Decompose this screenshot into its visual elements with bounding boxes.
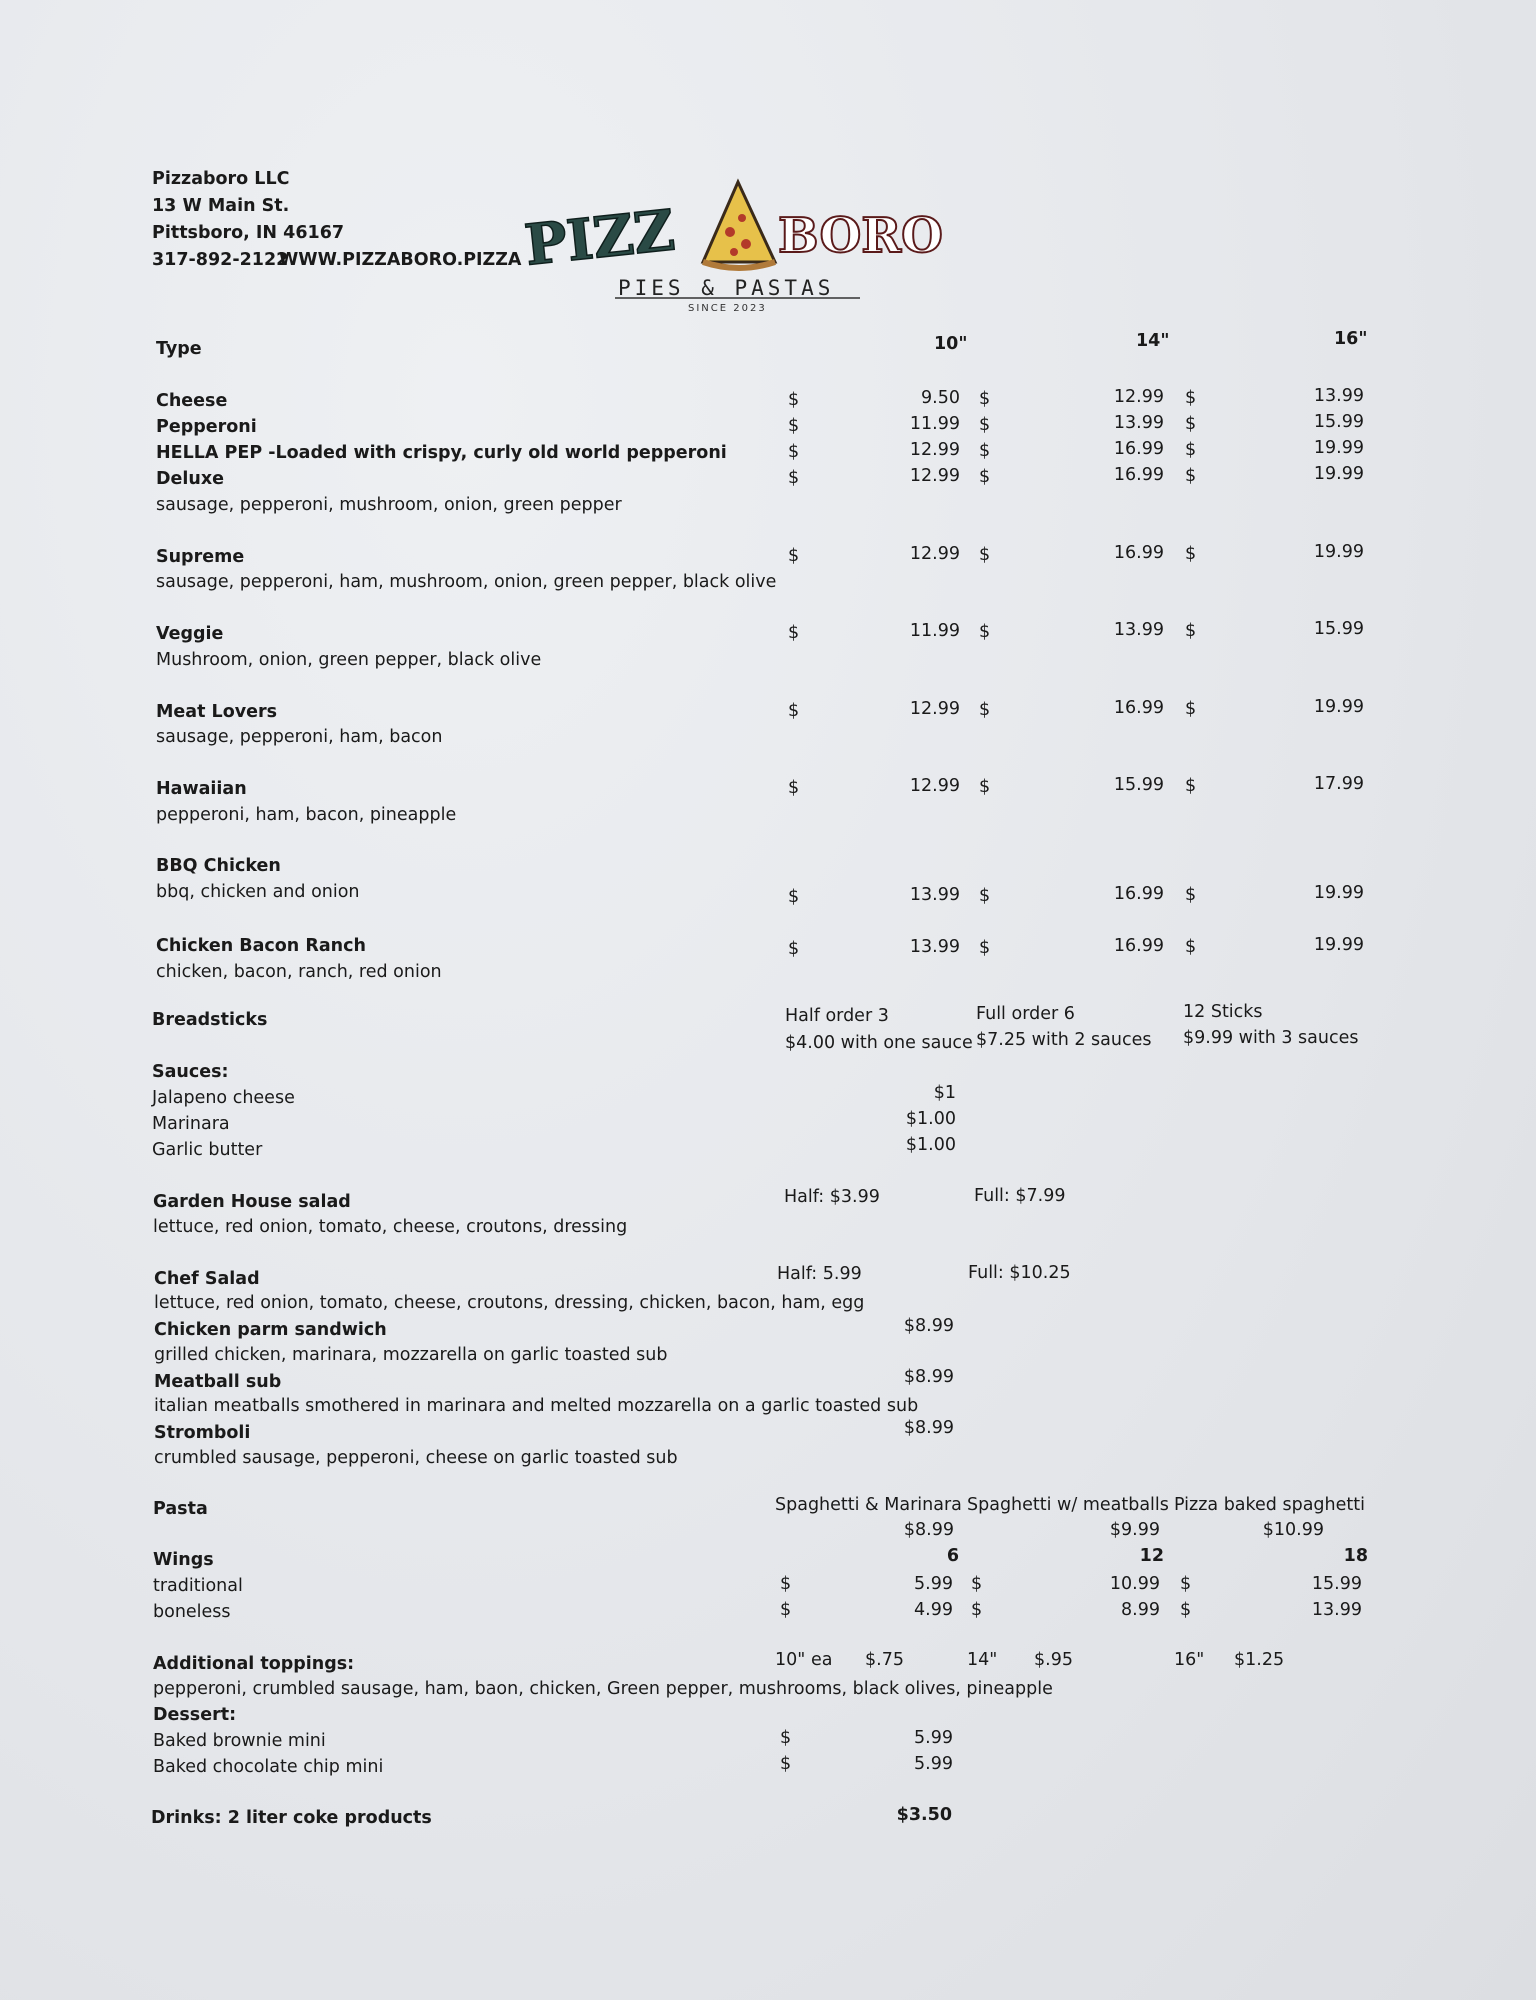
pizza-price: 12.99 xyxy=(909,466,960,486)
currency-sign: $ xyxy=(788,701,800,721)
currency-sign: $ xyxy=(788,442,800,462)
pizza-name: HELLA PEP -Loaded with crispy, curly old world pepperoni xyxy=(156,443,727,463)
pasta-price: $8.99 xyxy=(903,1520,954,1540)
size-header-16: 16" xyxy=(1334,329,1368,349)
pizza-price: 16.99 xyxy=(1113,465,1164,485)
salad-name: Garden House salad xyxy=(153,1192,351,1212)
pizza-price: 11.99 xyxy=(909,414,960,434)
pizza-desc: sausage, pepperoni, mushroom, onion, green pepper xyxy=(156,495,622,515)
salad-half-price: Half: $3.99 xyxy=(784,1187,880,1207)
logo-word-left: PIZZ xyxy=(521,197,678,279)
wings-count-12: 12 xyxy=(1139,1546,1164,1566)
dessert-price: 5.99 xyxy=(914,1754,953,1774)
pizza-desc: bbq, chicken and onion xyxy=(156,882,360,902)
salad-half-price: Half: 5.99 xyxy=(777,1264,862,1284)
wings-title: Wings xyxy=(153,1550,214,1570)
wings-count-18: 18 xyxy=(1343,1546,1368,1566)
breadsticks-title: Breadsticks xyxy=(152,1010,268,1030)
toppings-ea: ea xyxy=(811,1650,833,1670)
pizza-name: BBQ Chicken xyxy=(156,856,281,876)
currency-sign: $ xyxy=(788,468,800,488)
pizza-price: 13.99 xyxy=(1113,620,1164,640)
currency-sign: $ xyxy=(1185,466,1197,486)
size-header-14: 14" xyxy=(1136,331,1170,351)
salad-desc: lettuce, red onion, tomato, cheese, croutons, dressing xyxy=(153,1217,628,1237)
pizza-name: Chicken Bacon Ranch xyxy=(156,936,366,956)
pizza-price: 12.99 xyxy=(909,544,960,564)
currency-sign: $ xyxy=(780,1574,792,1594)
pizza-name: Meat Lovers xyxy=(156,702,278,722)
pizza-price: 19.99 xyxy=(1313,438,1364,458)
toppings-price-14: $.95 xyxy=(1034,1650,1073,1670)
currency-sign: $ xyxy=(971,1600,983,1620)
pizza-price: 15.99 xyxy=(1113,775,1164,795)
toppings-list: pepperoni, crumbled sausage, ham, baon, chicken, Green pepper, mushrooms, black olives, pineapple xyxy=(153,1679,1053,1699)
wing-type: traditional xyxy=(153,1576,243,1596)
sauce-name: Garlic butter xyxy=(152,1140,263,1160)
currency-sign: $ xyxy=(788,887,800,907)
toppings-price-10: $.75 xyxy=(865,1650,904,1670)
pizza-price: 16.99 xyxy=(1113,936,1164,956)
street-address: 13 W Main St. xyxy=(152,196,290,216)
pizza-name: Deluxe xyxy=(156,469,225,489)
pizza-price: 19.99 xyxy=(1313,697,1364,717)
pizza-desc: sausage, pepperoni, ham, mushroom, onion, green pepper, black olive xyxy=(156,572,777,592)
currency-sign: $ xyxy=(1185,776,1197,796)
pizza-price: 16.99 xyxy=(1113,543,1164,563)
pizza-price: 12.99 xyxy=(909,699,960,719)
pizza-price: 12.99 xyxy=(909,776,960,796)
currency-sign: $ xyxy=(1185,388,1197,408)
salad-full-price: Full: $7.99 xyxy=(974,1186,1066,1206)
sauce-price: $1.00 xyxy=(905,1109,956,1129)
currency-sign: $ xyxy=(1185,885,1197,905)
pizza-name: Pepperoni xyxy=(156,417,257,437)
currency-sign: $ xyxy=(979,938,991,958)
currency-sign: $ xyxy=(971,1574,983,1594)
wing-price: 5.99 xyxy=(914,1574,953,1594)
breadsticks-full-title: Full order 6 xyxy=(976,1004,1075,1024)
pizza-desc: sausage, pepperoni, ham, bacon xyxy=(156,727,443,747)
wing-price: 15.99 xyxy=(1311,1574,1362,1594)
salad-full-price: Full: $10.25 xyxy=(968,1263,1071,1283)
pizza-price: 13.99 xyxy=(1313,386,1364,406)
pizza-price: 11.99 xyxy=(909,621,960,641)
currency-sign: $ xyxy=(780,1728,792,1748)
currency-sign: $ xyxy=(780,1754,792,1774)
pizza-price: 15.99 xyxy=(1313,412,1364,432)
breadsticks-12-detail: $9.99 with 3 sauces xyxy=(1183,1028,1359,1048)
pizzaboro-logo xyxy=(520,170,960,320)
breadsticks-half-title: Half order 3 xyxy=(785,1006,889,1026)
currency-sign: $ xyxy=(979,700,991,720)
currency-sign: $ xyxy=(788,546,800,566)
pasta-option: Spaghetti w/ meatballs xyxy=(967,1495,1169,1515)
currency-sign: $ xyxy=(979,389,991,409)
city-address: Pittsboro, IN 46167 xyxy=(152,223,345,243)
currency-sign: $ xyxy=(979,886,991,906)
pizza-price: 17.99 xyxy=(1313,774,1364,794)
pizza-desc: chicken, bacon, ranch, red onion xyxy=(156,962,442,982)
salad-desc: lettuce, red onion, tomato, cheese, croutons, dressing, chicken, bacon, ham, egg xyxy=(154,1293,865,1313)
currency-sign: $ xyxy=(979,467,991,487)
sub-desc: crumbled sausage, pepperoni, cheese on garlic toasted sub xyxy=(154,1448,678,1468)
pizza-price: 12.99 xyxy=(1113,387,1164,407)
currency-sign: $ xyxy=(788,390,800,410)
pasta-price: $10.99 xyxy=(1262,1520,1324,1540)
pizza-name: Cheese xyxy=(156,391,228,411)
pizza-price: 15.99 xyxy=(1313,619,1364,639)
currency-sign: $ xyxy=(1185,414,1197,434)
logo-tagline: PIES & PASTAS xyxy=(618,276,835,300)
currency-sign: $ xyxy=(788,623,800,643)
breadsticks-12-title: 12 Sticks xyxy=(1183,1002,1263,1022)
pizza-price: 16.99 xyxy=(1113,698,1164,718)
pasta-option: Pizza baked spaghetti xyxy=(1174,1495,1365,1515)
currency-sign: $ xyxy=(979,415,991,435)
drinks-price: $3.50 xyxy=(896,1805,952,1825)
currency-sign: $ xyxy=(1185,699,1197,719)
dessert-name: Baked chocolate chip mini xyxy=(153,1757,384,1777)
pizza-price: 12.99 xyxy=(909,440,960,460)
pizza-price: 19.99 xyxy=(1313,935,1364,955)
type-header: Type xyxy=(156,339,202,359)
pizza-price: 16.99 xyxy=(1113,439,1164,459)
pizza-price: 19.99 xyxy=(1313,464,1364,484)
sub-desc: italian meatballs smothered in marinara and melted mozzarella on a garlic toasted sub xyxy=(154,1396,919,1416)
pizza-price: 13.99 xyxy=(909,937,960,957)
pizza-name: Supreme xyxy=(156,547,245,567)
sauce-name: Jalapeno cheese xyxy=(152,1088,295,1108)
pizza-price: 13.99 xyxy=(909,885,960,905)
pizza-price: 9.50 xyxy=(921,388,960,408)
pizza-price: 19.99 xyxy=(1313,883,1364,903)
sub-price: $8.99 xyxy=(903,1418,954,1438)
currency-sign: $ xyxy=(1185,440,1197,460)
pizza-desc: Mushroom, onion, green pepper, black olive xyxy=(156,650,542,670)
toppings-size-14: 14" xyxy=(967,1650,998,1670)
toppings-title: Additional toppings: xyxy=(153,1654,355,1674)
currency-sign: $ xyxy=(979,545,991,565)
wing-price: 10.99 xyxy=(1109,1574,1160,1594)
currency-sign: $ xyxy=(788,778,800,798)
sauce-price: $1.00 xyxy=(905,1135,956,1155)
business-name: Pizzaboro LLC xyxy=(152,169,290,189)
currency-sign: $ xyxy=(979,622,991,642)
pasta-price: $9.99 xyxy=(1109,1520,1160,1540)
sub-name: Meatball sub xyxy=(154,1372,282,1392)
toppings-size-16: 16" xyxy=(1174,1650,1205,1670)
currency-sign: $ xyxy=(1185,937,1197,957)
currency-sign: $ xyxy=(788,939,800,959)
currency-sign: $ xyxy=(1185,544,1197,564)
sauces-title: Sauces: xyxy=(152,1062,229,1082)
size-header-10: 10" xyxy=(934,334,968,354)
currency-sign: $ xyxy=(788,416,800,436)
sub-price: $8.99 xyxy=(903,1367,954,1387)
logo-since: SINCE 2023 xyxy=(688,303,767,314)
currency-sign: $ xyxy=(780,1600,792,1620)
currency-sign: $ xyxy=(1185,621,1197,641)
dessert-name: Baked brownie mini xyxy=(153,1731,326,1751)
pasta-title: Pasta xyxy=(153,1499,208,1519)
toppings-price-16: $1.25 xyxy=(1234,1650,1285,1670)
pizza-name: Hawaiian xyxy=(156,779,247,799)
toppings-size-10: 10" xyxy=(775,1650,806,1670)
pizza-desc: pepperoni, ham, bacon, pineapple xyxy=(156,805,457,825)
dessert-price: 5.99 xyxy=(914,1728,953,1748)
phone-number: 317-892-2122 xyxy=(152,250,289,270)
currency-sign: $ xyxy=(979,777,991,797)
sub-desc: grilled chicken, marinara, mozzarella on garlic toasted sub xyxy=(154,1345,668,1365)
pizza-slice-icon xyxy=(703,182,775,262)
breadsticks-half-detail: $4.00 with one sauce xyxy=(785,1033,973,1053)
wing-type: boneless xyxy=(153,1602,231,1622)
currency-sign: $ xyxy=(1180,1600,1192,1620)
pizza-price: 19.99 xyxy=(1313,542,1364,562)
breadsticks-full-detail: $7.25 with 2 sauces xyxy=(976,1030,1152,1050)
website-link[interactable]: WWW.PIZZABORO.PIZZA xyxy=(279,250,522,270)
dessert-title: Dessert: xyxy=(153,1705,237,1725)
wing-price: 13.99 xyxy=(1311,1600,1362,1620)
drinks-name: Drinks: 2 liter coke products xyxy=(151,1808,432,1828)
wings-count-6: 6 xyxy=(946,1546,959,1566)
salad-name: Chef Salad xyxy=(154,1269,260,1289)
sub-name: Chicken parm sandwich xyxy=(154,1320,387,1340)
wing-price: 4.99 xyxy=(914,1600,953,1620)
sauce-price: $1 xyxy=(933,1083,956,1103)
logo-word-right: BORO xyxy=(778,208,943,264)
pasta-option: Spaghetti & Marinara xyxy=(775,1495,962,1515)
currency-sign: $ xyxy=(979,441,991,461)
sub-price: $8.99 xyxy=(903,1316,954,1336)
pizza-price: 13.99 xyxy=(1113,413,1164,433)
pizza-price: 16.99 xyxy=(1113,884,1164,904)
sub-name: Stromboli xyxy=(154,1423,251,1443)
currency-sign: $ xyxy=(1180,1574,1192,1594)
wing-price: 8.99 xyxy=(1121,1600,1160,1620)
sauce-name: Marinara xyxy=(152,1114,230,1134)
pizza-name: Veggie xyxy=(156,624,224,644)
